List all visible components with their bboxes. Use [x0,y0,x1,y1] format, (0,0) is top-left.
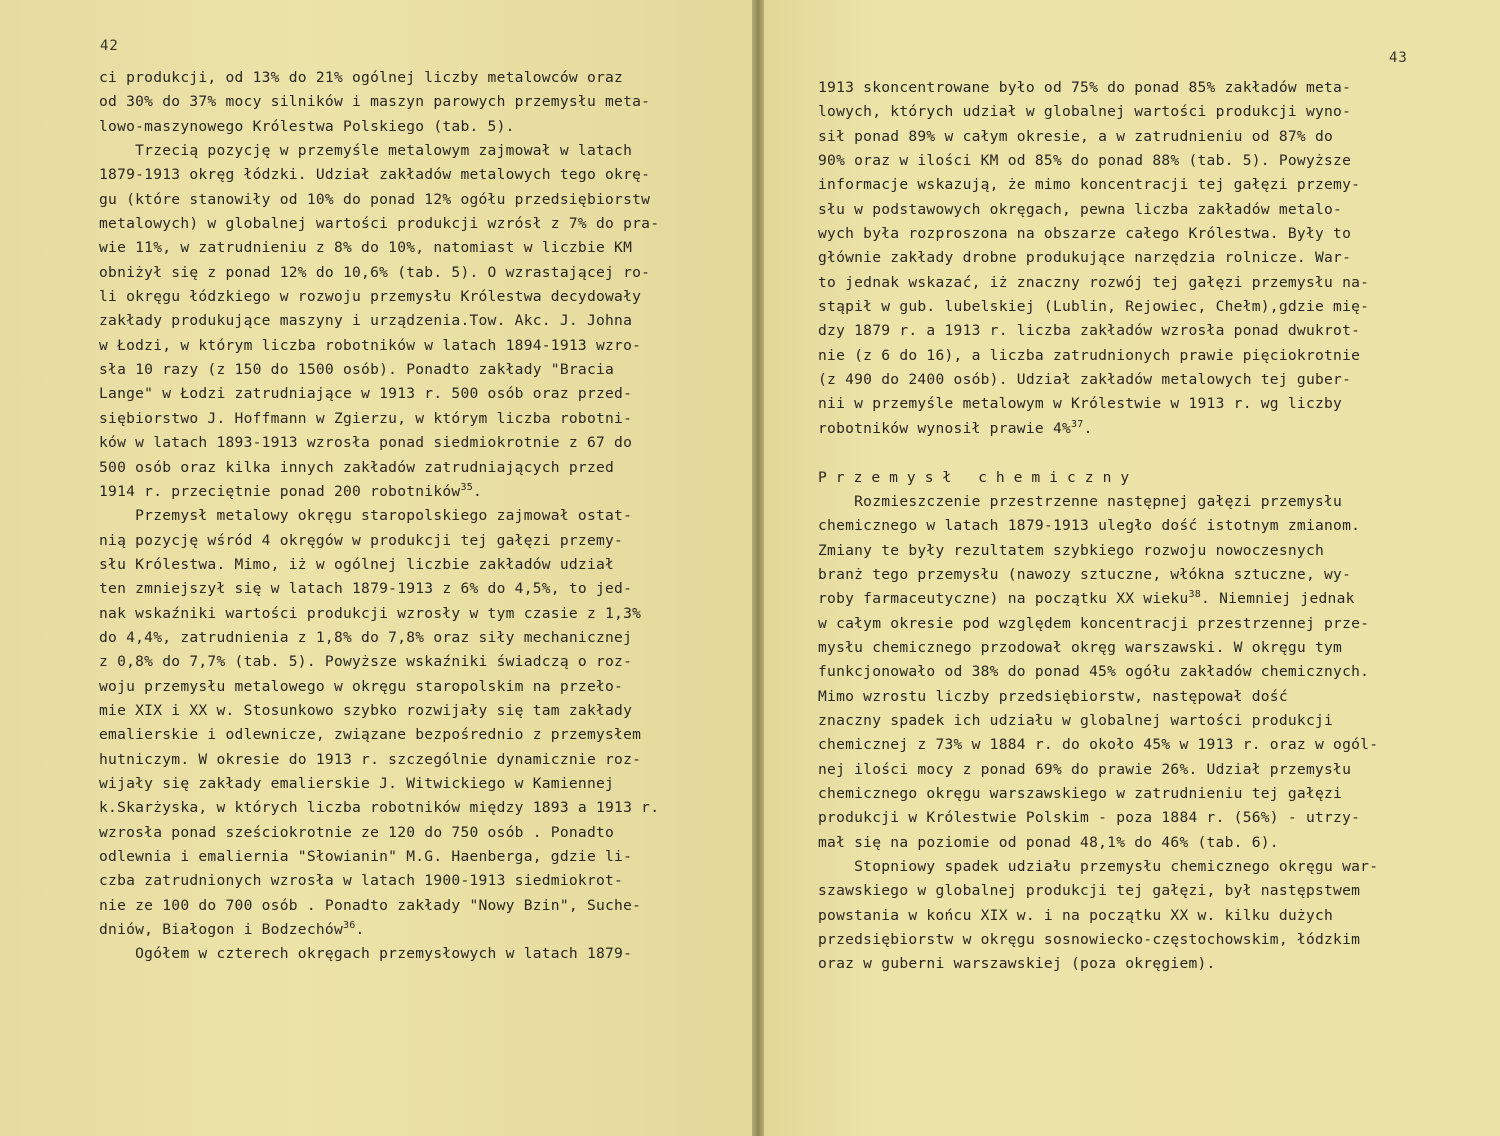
text-line: chemicznego w latach 1879-1913 uległo dość istotnym zmianom. [818,517,1361,535]
text-line: ten zmniejszył się w latach 1879-1913 z 6% do 4,5%, to jed- [99,580,633,598]
text-line [818,417,1448,441]
text-line: nią pozycję wśród 4 okręgów w produkcji tej gałęzi przemy- [99,531,624,549]
text-line: (z 490 do 2400 osób). Udział zakładów metalowych tej guber- [818,371,1352,389]
text-line: do 4,4%, zatrudnienia z 1,8% do 7,8% oraz siły mechanicznej [99,628,633,646]
text-line: słu w podstawowych okręgach, pewna liczba zakładów metalo- [818,200,1343,218]
text-line: Przemysł metalowy okręgu staropolskiego zajmował ostat- [99,507,633,525]
text-line: lowo-maszynowego Królestwa Polskiego (tab. 5). [99,117,515,135]
text-line: stąpił w gub. lubelskiej (Lublin, Rejowiec, Chełm),gdzie mię- [818,298,1370,316]
text-line: 90% oraz w ilości KM od 85% do ponad 88% (tab. 5). Powyższe [818,152,1352,170]
text-line: nii w przemyśle metalowym w Królestwie w 1913 r. wg liczby [818,395,1343,413]
text-line: szawskiego w globalnej produkcji tej gałęzi, był następstwem [818,882,1361,900]
text-line: nej ilości mocy z ponad 69% do prawie 26%. Udział przemysłu [818,760,1352,778]
text-line: 1879-1913 okręg łódzki. Udział zakładów metalowych tego okrę- [99,166,651,184]
text-line: Zmiany te były rezultatem szybkiego rozwoju nowoczesnych [818,541,1325,559]
section-heading: Przemysł chemiczny [818,468,1139,486]
text-line: 500 osób oraz kilka innych zakładów zatrudniających przed [99,458,615,476]
text-segment: robotników wynosił prawie 4% [818,419,1072,437]
footnote-marker-38: 38 [1188,589,1202,601]
text-line: oraz w guberni warszawskiej (poza okręgiem). [818,955,1216,973]
text-line: branż tego przemysłu (nawozy sztuczne, włókna sztuczne, wy- [818,565,1352,583]
text-line: ci produkcji, od 13% do 21% ogólnej liczby metalowców oraz [99,69,624,86]
right-page-text [818,76,1448,977]
footnote-marker-35: 35 [460,481,473,493]
footnote-marker-36: 36 [342,920,356,932]
text-line: wych była rozproszona na obszarze całego Królestwa. Były to [818,225,1352,243]
text-line: sła 10 razy (z 150 do 1500 osób). Ponadto zakłady "Bracia [99,361,615,379]
text-line: li okręgu łódzkiego w rozwoju przemysłu Królestwa decydowały [99,288,642,306]
text-line: nak wskaźniki wartości produkcji wzrosły w tym czasie z 1,3% [99,604,642,622]
text-line: Rozmieszczenie przestrzenne następnej gałęzi przemysłu [818,492,1343,510]
text-line: to jednak wskazać, iż znaczny rozwój tej gałęzi przemysłu na- [818,273,1370,291]
text-line: w całym okresie pod względem koncentracji przestrzennej prze- [818,614,1370,632]
text-line: hutniczym. W okresie do 1913 r. szczególnie dynamicznie roz- [99,750,642,768]
text-line: wzrosła ponad sześciokrotnie ze 120 do 750 osób . Ponadto [99,823,615,841]
text-line: Ogółem w czterech okręgach przemysłowych w latach 1879- [99,945,633,963]
text-line: chemicznego okręgu warszawskiego w zatrudnieniu tej gałęzi [818,784,1343,802]
text-line: produkcji w Królestwie Polskim - poza 1884 r. (56%) - utrzy- [818,809,1361,827]
text-line: z 0,8% do 7,7% (tab. 5). Powyższe wskaźniki świadczą o roz- [99,653,633,671]
text-line: chemicznej z 73% w 1884 r. do około 45% w 1913 r. oraz w ogól- [818,736,1379,754]
text-line: powstania w końcu XIX w. i na początku XX w. kilku dużych [818,906,1334,924]
text-line: nie (z 6 do 16), a liczba zatrudnionych prawie pięciokrotnie [818,346,1361,364]
blank-line [818,441,1448,465]
text-line: funkcjonowało od 38% do ponad 45% ogółu zakładów chemicznych. [818,663,1370,681]
text-line: mie XIX i XX w. Stosunkowo szybko rozwijały się tam zakłady [99,701,633,719]
text-segment: . [355,921,365,939]
text-segment: roby farmaceutyczne) na początku XX wieku [818,590,1189,608]
footnote-marker-37: 37 [1071,418,1084,430]
text-segment: . [473,482,483,500]
text-line: siębiorstwo J. Hoffmann w Zgierzu, w którym liczba robotni- [99,409,633,427]
text-line: Lange" w Łodzi zatrudniające w 1913 r. 500 osób oraz przed- [99,385,633,403]
text-line: Trzecią pozycję w przemyśle metalowym zajmował w latach [99,142,633,160]
left-page-number: 42 [100,38,119,54]
text-line: w Łodzi, w którym liczba robotników w latach 1894-1913 wzro- [99,336,642,354]
text-line [99,480,719,504]
text-segment: dniów, Białogon i Bodzechów [99,921,343,939]
text-line: wie 11%, w zatrudnieniu z 8% do 10%, natomiast w liczbie KM [99,239,633,257]
text-line [99,918,719,942]
text-line: mysłu chemicznego przodował okręg warszawski. W okręgu tym [818,638,1343,656]
text-line: od 30% do 37% mocy silników i maszyn parowych przemysłu meta- [99,93,651,111]
text-line: metalowych) w globalnej wartości produkcji wzrósł z 7% do pra- [99,215,660,233]
text-line: Mimo wzrostu liczby przedsiębiorstw, następował dość [818,687,1288,705]
left-page-text [99,66,719,967]
text-line: sił ponad 89% w całym okresie, a w zatrudnieniu od 87% do [818,127,1334,145]
text-segment: . [1083,419,1093,437]
text-line: 1913 skoncentrowane było od 75% do ponad 85% zakładów meta- [818,79,1352,96]
right-page-number: 43 [1389,50,1408,66]
text-line: dzy 1879 r. a 1913 r. liczba zakładów wzrosła ponad dwukrot- [818,322,1361,340]
text-line: Stopniowy spadek udziału przemysłu chemicznego okręgu war- [818,858,1379,875]
text-line: głównie zakłady drobne produkujące narzędzia rolnicze. War- [818,249,1352,267]
text-line: k.Skarżyska, w których liczba robotników między 1893 a 1913 r. [99,799,660,817]
text-line: lowych, których udział w globalnej wartości produkcji wyno- [818,103,1352,121]
text-line: czba zatrudnionych wzrosła w latach 1900-1913 siedmiokrot- [99,872,624,890]
text-line: nie ze 100 do 700 osób . Ponadto zakłady "Nowy Bzin", Suche- [99,896,642,914]
text-line: mał się na poziomie od ponad 48,1% do 46% (tab. 6). [818,833,1279,851]
text-line: ków w latach 1893-1913 wzrosła ponad siedmiokrotnie z 67 do [99,434,633,452]
book-gutter [752,0,764,1136]
text-segment: . Niemniej jednak [1201,590,1355,608]
text-line: słu Królestwa. Mimo, iż w ogólnej liczbie zakładów udział [99,555,615,573]
text-line [818,587,1448,611]
text-line: obniżył się z ponad 12% do 10,6% (tab. 5). O wzrastającej ro- [99,263,651,281]
text-line: informacje wskazują, że mimo koncentracji tej gałęzi przemy- [818,176,1361,194]
text-line: gu (które stanowiły od 10% do ponad 12% ogółu przedsiębiorstw [99,190,651,208]
text-line: wijały się zakłady emalierskie J. Witwickiego w Kamiennej [99,774,615,792]
text-line: zakłady produkujące maszyny i urządzenia.Tow. Akc. J. Johna [99,312,633,330]
text-line: znaczny spadek ich udziału w globalnej wartości produkcji [818,711,1334,729]
text-segment: 1914 r. przeciętnie ponad 200 robotników [99,482,461,500]
text-line: przedsiębiorstw w okręgu sosnowiecko-częstochowskim, łódzkim [818,931,1361,949]
text-line: odlewnia i emaliernia "Słowianin" M.G. Haenberga, gdzie li- [99,848,633,865]
text-line: woju przemysłu metalowego w okręgu staropolskim na przeło- [99,677,624,695]
text-line: emalierskie i odlewnicze, związane bezpośrednio z przemysłem [99,726,642,744]
